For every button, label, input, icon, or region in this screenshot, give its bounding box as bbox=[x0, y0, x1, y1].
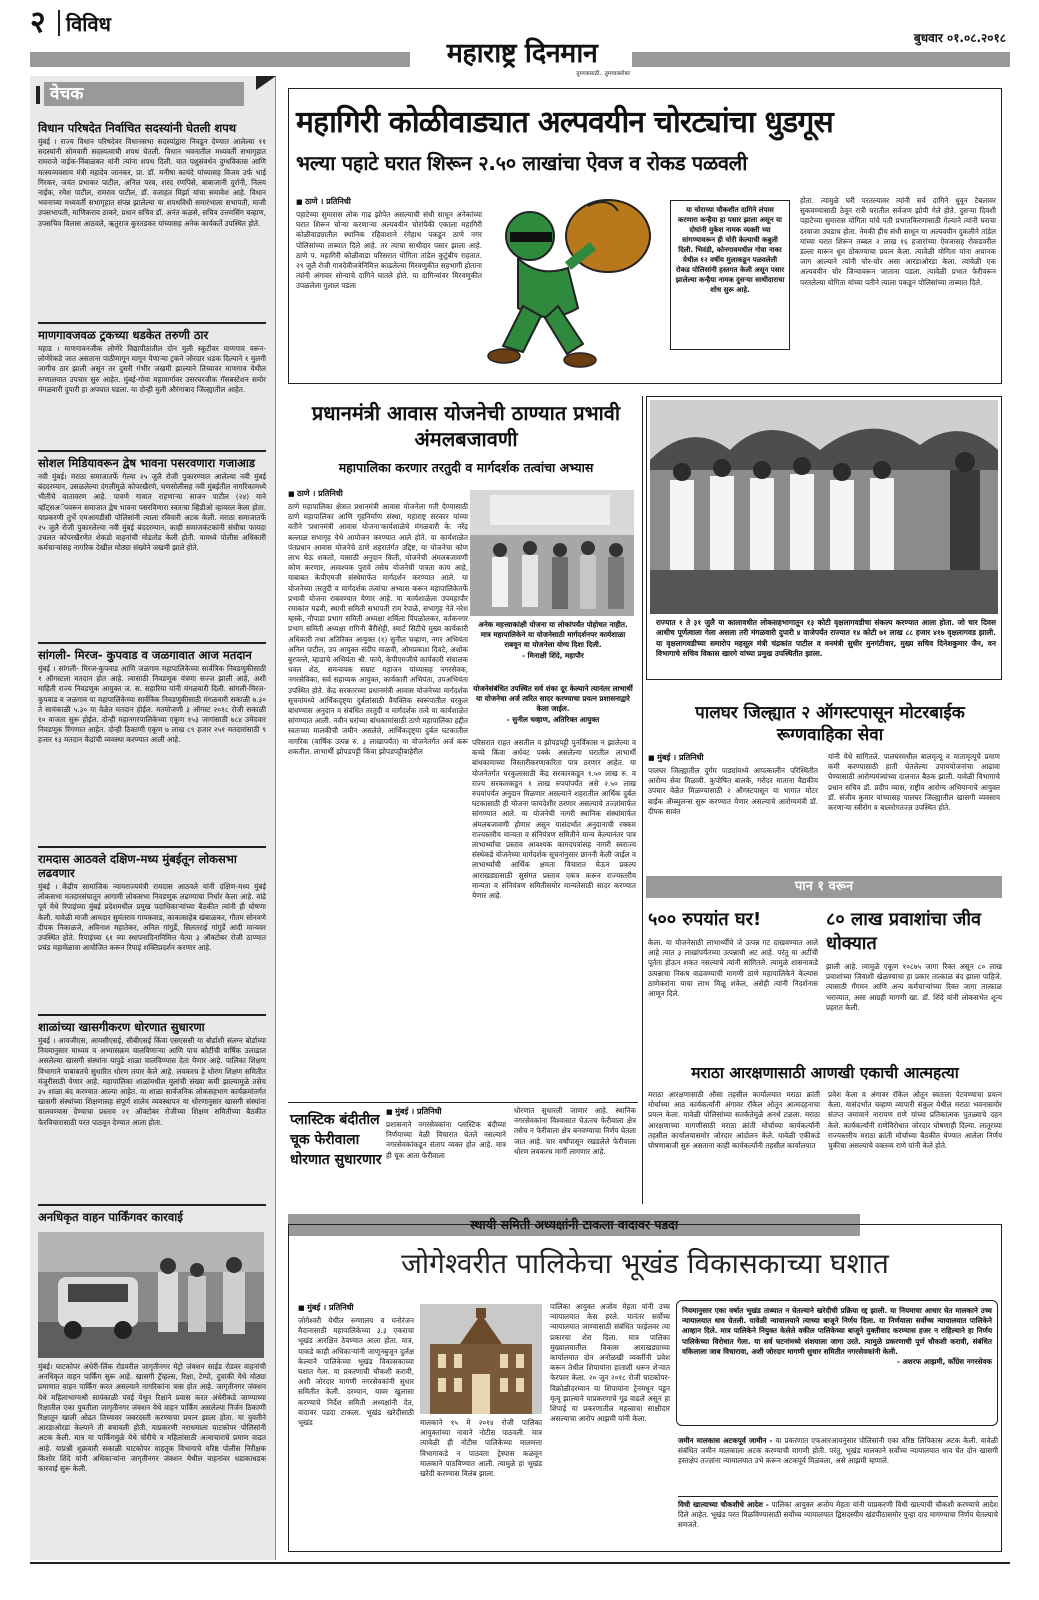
sidebar-header bbox=[30, 76, 276, 108]
sidebar-item-body: मुंबई । राज्य विधान परिषदेवर विधानसभा सदस्यांद्वारा निवडून देण्यात आलेल्या ११ सदस्यांनी सोमवारी सदस्यत्वाची शपथ घेतली. विधान भवनातील मध्यवर्ती सभागृहात रामराजे नाईक-निंबाळकर यांनी त्यांना शपथ दिली. यात पशुसंवर्धन दुग्धविकास आणि मत्स्यव्यवसाय मंत्री महादेव जानकर, प्रा. डॉ. मनीषा कायंदे यांच्यासह विजय उर्फ भाई गिरकर, जयंत प्रभाकर पाटील, अनिल परब, शरद रणपिसे, बाबाजानी दुर्रानी, निलय नाईक, रमेश पाटील, रामराव पाटील, डॉ. वजाहत मिर्झा यांचा समावेश आहे. विधान भवनाच्या मध्यवर्ती सभागृहात संपन्न झालेल्या या शपथविधी समारंभाला सभापती, माजी उपसभापती, माणिकराव ठाकरे, प्रधान सचिव डॉ. अनंत कळसे, सचिव उत्तमसिंग चव्हाण, उपसचिव विलास आठवले, ऋतुराज कुरतडकर यांच्यासह अनेक कार्यकर्ते उपस्थित होते. bbox=[38, 137, 266, 228]
sidebar-item-title: अनधिकृत वाहन पार्किंगवर कारवाई bbox=[38, 1210, 183, 1224]
parking-photo bbox=[38, 1232, 264, 1358]
lead-byline: ■ ठाणे । प्रतिनिधी bbox=[296, 196, 482, 207]
thief-illustration bbox=[488, 196, 668, 376]
sidebar-item-body: मुंबई । आयजीएस, आयसीएसई, सीबीएसई किंवा एसएससी या बोर्डाशी संलग्न बोर्डाच्या नियमानुसार माध्यम व अभ्यासक्रम चालविणाऱ्या आणि पाच कोटींची वार्षिक उलाढाल असलेल्या खासगी संस्थांना यापुढे शाळा चालविण्यास देता येणार आहे. पालिका शिक्षण विभागाने याबाबतचे सुधारित धोरण तयार केले आहे. लवकरच हे धोरण शिक्षण समितीत मंजुरीसाठी येणार आहे. महापालिका शाळांमधील मुलांची संख्या कमी झाल्यामुळे तसेच ३५ शाळा बंद करण्यात आल्या आहेत. या शाळा सार्वजनिक लोकसहभाग कार्यक्रमांतर्गत खासगी संस्थांच्या शिक्षणासह संपूर्ण शालेय व्यवस्थापन या धोरणानुसार खासगी संस्थांना चालवण्यास देण्याचा प्रस्ताव २१ ऑक्टोबर रोजीच्या शिक्षण समितीच्या बैठकीत फेरविचारासाठी परत पाठवून देण्यात आला होता. bbox=[38, 1036, 266, 1127]
pmay-body-2: परिसरात राहत असतील व झोपडपट्टी पुनर्विकास न झालेल्या व कच्चे किंवा अर्धवट पक्के असलेल्या घरातील लाभार्थी बांधकामाच्या विस्तारीकरणाकरिता पात्र ठरणार आहेत. या योजनेतर्गत घरकुलासाठी केंद्र सरकारकडून १.५० लाख रु. व राज्य सरकारकडून १ लाख रुपयांपर्यंत असे २.५० लाख रुपयांपर्यंत अनुदान मिळणार असल्याने शहरातील आर्थिक दुर्बल घटकासाठी ही योजना फायदेशीर ठरणार असल्याचे तज्ज्ञांमार्फत सांगण्यात आले. या योजनेची नागरी स्थानिक संस्थांमार्फत अंमलबजावणी होणार असून यासंदर्भात अनुदानाची रक्कम राज्यस्तरीय मान्यता व संनियंत्रण समितीने मान्य केल्यानंतर पात्र लाभार्थ्यांचा प्रस्ताव आवश्यक कागदपत्रांसह नागरी स्वराज्य संस्थेकडे योजनेच्या मार्गदर्शक सूचनांनुसार छाननी केली जाईल व लाभार्थ्यांची आर्थिक क्षमता विचारात घेऊन प्रकल्प आराखड्यासाठी सुसंगत प्रस्ताव एकत्र करून राज्यस्तरीय मान्यता व संनियंत्रण समितीसमोर मान्यतेसाठी सादर करण्यात येणार आहे. bbox=[472, 738, 636, 901]
maratha-body-2: प्रवेश केला व अंगावर रॉकेल ओतून स्वतःला पेटवण्याचा प्रयत्न केला. यासंदर्भात चव्हाण व्यापारी संकुल येथील मराठा भवनासमोर संतप्त जमावाने नारायण राणे यांच्या प्रतिकात्मक पुतळ्याचे दहन केले. कार्यकर्त्यांनी राणेविरोधात जोरदार घोषणाही दिल्या. लातूरच्या राज्यस्तरीय मराठा क्रांती मोर्चाच्या बैठकीत घेण्यात आलेला निर्णय चुकीचा असल्याचे वक्तव्य राणे यांनी केले होते. bbox=[828, 1090, 1002, 1151]
pmay-headline: प्रधानमंत्री आवास योजनेची ठाण्यात प्रभावी अंमलबजावणी bbox=[311, 401, 621, 451]
jogeshwari-note-1-text bbox=[678, 1436, 998, 1467]
sidebar-item bbox=[38, 1020, 266, 1202]
jogeshwari-body-2: मालकाने १५ मे २०१४ रोजी पालिका आयुक्तांच्या नावाने नोटीस पाठवली. मात्र त्यावेळी ही नोटीस पालिकेच्या मालमत्ता विभागाकडे न पाठवता ट्रेस्पास कळवून मालकाने पाठविण्यात आली. त्यामुळे हा भूखंड खरेदी करण्यास विलंब झाला. bbox=[420, 1418, 542, 1479]
sidebar-item-body: मुंबई । सांगली- मिरज-कुपवाड आणि जळगाव महापालिकेच्या सार्वत्रिक निवडणुकीसाठी १ ऑगस्टला मतदान होत आहे. त्यासाठी निवडणूक यंत्रणा सज्ज झाली आहे, अशी माहिती राज्य निवडणूक आयुक्त ज. स. सहारिया यांनी मंगळवारी दिली. सांगली-मिरज- कुपवाड व जळगाव या महापालिकेच्या सार्वत्रिक निवडणुकीसाठी मंगळवारी सकाळी ७.३० ते सायंकाळी ५.३० या वेळेत मतदान होईल. मतमोजणी ३ ऑगस्ट २०१८ रोजी सकाळी १० वाजता सुरू होईल. दोन्ही महानगरपालिकेच्या एकूण १५३ जागांसाठी ७८४ उमेदवार निवडणूक रिंगणात आहेत. दोन्ही ठिकाणी एकूण ७ लाख ८९ हजार २५१ मतदारांसाठी ९ हजार १३ मतदान केंद्रांची व्यवस्था करण्यात आली आहे. bbox=[38, 664, 266, 745]
jogeshwari-byline: ■ मुंबई । प्रतिनिधी bbox=[298, 1302, 414, 1313]
header-band-left bbox=[30, 52, 410, 67]
palghar-col-1 bbox=[648, 752, 818, 872]
sidebar-label: वेचक bbox=[44, 82, 244, 106]
lead-subhead: भल्या पहाटे घरात शिरून २.५० लाखांचा ऐवज व रोकड पळवली bbox=[296, 151, 748, 175]
plastic-byline: ■ मुंबई । प्रतिनिधी bbox=[386, 1106, 506, 1117]
issue-date: बुधवार ०१.०८.२०१८ bbox=[913, 31, 1006, 45]
jump-body-1: केला. या योजनेसाठी लाभार्थ्यीचे जे उत्पन्न गट दाखवण्यात आले आहे त्यात ३ लाखांपर्यंतच्या उत्पन्नाची अट आहे. परंतु या अटींची पूर्तता होऊन शकत नसल्याचे त्यांनी सांगितले. त्यामुळे शासनाकडे उत्पन्नाचा निकष वाढवण्याची मागणी ठाणे महापालिकेने केल्यास ठाणेकरांना याचा लाभ मिळू शकेल, असेही त्यांनी निदर्शनास आणून दिले. bbox=[648, 938, 818, 999]
jump-headline-2: ८० लाख प्रवाशांचा जीव धोक्यात bbox=[826, 909, 982, 954]
jogeshwari-note-1-title: जमीन मालकास अटकपूर्व जामीन - bbox=[678, 1436, 773, 1445]
palghar-byline: ■ मुंबई । प्रतिनिधी bbox=[648, 752, 818, 763]
lead-body-3: होता. त्यामुळे घरी परतल्यावर त्यांनी सर्व दागिने धुवून टेबलावर सुकवण्यासाठी ठेवून रात्री घरातील सर्वजण झोपी गेले होते. दुसऱ्या दिवशी पहाटेच्या सुमारास योगिता यांचे पती प्रभातकिरणासाठी गेल्याने त्यांनी घराचा दरवाजा उघडाच होता. नेमकी हीच संधी साधून या अल्पवयीन दुकलीने तांडेल यांच्या घरात शिरून तब्बल २ लाख १६ हजारांच्या ऐवजासह रोकडवरील डल्ला मारून धूम ठोकण्याचा प्रयत्न केला. त्यावेळी योगिता यांना अचानक जाग आल्याने त्यांनी चोर-चोर असा आरडाओरडा केला. त्यावेळी एक अल्पवयीन चोर जिन्यावरून जाताना पडला. त्यावेळी प्रभात फेरीवरून परतलेल्या योगिता यांच्या पतीने त्याला पकडून पोलिसांच्या ताब्यात दिले. bbox=[800, 196, 996, 287]
bmc-building-photo bbox=[420, 1304, 542, 1414]
pmay-quote-2-text: योजनेसंबंधित उपस्थित सर्व शंका दूर केल्याने त्यानंतर लाभार्थी या योजनेचा अर्ज त्वरित सादर करण्याचा प्रयत्न प्रशासनाद्वारे केला जाईल. bbox=[473, 684, 633, 714]
sidebar-item-body: मुंबई। घाटकोपर अंधेरी-लिंक रोडवरील जागृतीनगर मेट्रो जंक्शन साईड रोडवर वाहनांची अनधिकृत वाहन पार्किंग सुरू आहे. खासगी ट्रॅव्हल्स, रिक्षा, टेम्पो, दुचाकी येथे मोठ्या प्रमाणात वाहन पार्किंग करत असल्याने नागरिकांना त्रास होत आहे. जागृतीनगर जंक्शन येथे महिलाभाग्यश्री सायंकाळी पवई येथून रिक्षाने प्रवास करत अंधेरीकडे जाण्याच्या रिक्षातील एका युवतीला जागृतीनगर जंक्शन येथे वाहन पार्किंग असलेल्या निर्जन ठिकाणी रिक्षातून खाली ओढत तिच्यावर जबरदस्ती करण्याचा प्रयत्न झाला होता. या युवतीने आरडाओरडा केल्याने ती बचावली होती. याप्रकरणी नराधमाला घाटकोपर पोलिसांनी अटक केली. मात्र या पार्किंगमुळे येथे चोरीचे व महिलांसाठी अत्याचाराचे प्रमाण वाढत आहे. याप्रश्नी शुक्रवारी सकाळी घाटकोपर वाहतूक विभागाचे वरिष्ठ पोलीस निरीक्षक किशोर शिंदे यांनी अधिकाऱ्यांना जागृतीनगर जंक्शन येथील वाहनांवर धडाकाधडक कारवाई सुरू केली. bbox=[38, 1362, 266, 1474]
sidebar-item bbox=[38, 121, 266, 317]
sidebar-item-body: नवी मुंबई। मराठा समाजातर्फे गेल्या २५ जुलै रोजी पुकारण्यात आलेल्या नवी मुंबई बंददरम्यान, उसळलेल्या दंगलीमुळे कोपरखैरणे, घणसोलीसह नवी मुंबईतील नागरिकामध्ये भीतीचे वातावरण आहे. पावणे गावात राहणाऱ्या साजन पाटील (२४) याने व्हॉट्सअॅपवरून समाजात द्वेष भावना पसरविणारा स्वतःचा व्हिडीओ व्हायरल केला होता. याप्रकरणी तुर्भे एमआयडीसी पोलिसांनी त्याला रविवारी अटक केली. मराठा समाजातर्फे २५ जुलै रोजी पुकारलेल्या नवी मुंबई बंददरम्यान, काही समाजकंटकांनी संधीचा फायदा उचलत कोपरखैरणेत शेकडो वाहनांची मोडतोड केली होती. यामध्ये पोलीस अधिकारी कर्मचाऱ्यांसह नागरिक देखील मोठ्या संख्येने जखमी झाले होते. bbox=[38, 472, 266, 553]
jogeshwari-note-2-body: पालिका आयुक्त अजोय मेहता यांनी याप्रकरणी विधी खात्याची चौकशी करण्याचे आदेश दिले आहेत. भूखंड परत मिळविण्यासाठी सर्वोच्च न्यायालयात द्विसदस्यीय खंडपीठासमोर पुन्हा दाद मागण्याचा निर्णय घेतल्याचे समजते. bbox=[678, 1500, 998, 1530]
palghar-body-2: यांनी येथे सांगितले. पालघरमधील बालमृत्यू व मातामृत्यूचे प्रमाण कमी करण्यासाठी हाती घेतलेल्या उपाययोजनांचा आढावा घेण्यासाठी आरोग्यमंत्र्यांच्या दालनात बैठक झाली. यावेळी विभागाचे प्रधान सचिव डॉ. प्रदीप व्यास, राष्ट्रीय आरोग्य अभियानाचे आयुक्त डॉ. संजीव कुमार यांच्यासह पालघर जिल्ह्यातील खासगी व्यवसाय करणाऱ्या स्त्रीरोग व बालरोगतज्ज्ञ उपस्थित होते. bbox=[828, 752, 1000, 813]
bmc-building-illustration bbox=[420, 1304, 542, 1414]
tree-plantation-photo bbox=[650, 400, 998, 614]
jump-body-2: झाली आहे. त्यामुळे एकूण १०८७५ जागा रिक्त असून ८० लाख प्रवाशांच्या जिवाशी खेळण्याचा हा प्रकार तात्काळ बंद झाला पाहिजे. त्यासाठी गँगमन आणि अन्य कर्मचाऱ्यांच्या रिक्त जागा तात्काळ भराव्यात, असा आग्रही मागणी खा. डॉ. शिंदे यांनी लोकसभेत शून्य प्रहरात केली. bbox=[826, 962, 1002, 1012]
plastic-body-1: प्रशासनाने नगरसेवकांना प्लास्टिक बंदीच्या निर्णयाच्या वेळी विचारात घेतले नसल्याने नगरसेवकांकडून संताप व्यक्त होत आहे. मात्र ही चूक आता फेरीवाला bbox=[386, 1120, 506, 1160]
sidebar-item bbox=[38, 1210, 266, 1230]
pmay-quote-2 bbox=[472, 684, 634, 734]
jogeshwari-headline: जोगेश्वरीत पालिकेचा भूखंड विकासकाच्या घशात bbox=[401, 1247, 889, 1280]
maratha-headline: मराठा आरक्षणासाठी आणखी एकाची आत्महत्या bbox=[691, 1064, 959, 1082]
sidebar-item-title: रामदास आठवले दक्षिण-मध्य मुंबईतून लोकसभा लढवणार bbox=[38, 852, 237, 880]
jogeshwari-quote-box bbox=[676, 1300, 998, 1426]
lead-body-1: पहाटेच्या सुमारास लोक गाढ झोपेत असल्याची संधी साधून अनेकांच्या घरात शिरून चोऱ्या करणाऱ्या अल्पवयीन चोरांपैकी एकाला महागिरी कोळीवाड्यातील स्थानिक रहिवाशाने रंगेहाथ पकडून ठाणे नगर पोलिसांच्या ताब्यात दिले आहे. तर त्याचा साथीदार पसार झाला आहे. ठाणे प. महागिरी कोळीवाडा परिसरात योगिता तांडेल कुटुंबीय राहतात. २९ जुलै रोजी गावदेवीजत्रेनिमित्त काढलेल्या मिरवणुकीत सहभागी होताना त्यांनी अंगावर सोन्याचे दागिने घातले होते. या दागिन्यांवर मिरवणुकीत उपळलेला गुलाल पडला bbox=[296, 210, 482, 291]
lead-col-1 bbox=[296, 196, 482, 380]
jump-col-2 bbox=[826, 908, 1002, 1056]
jogeshwari-col-1 bbox=[298, 1302, 414, 1546]
header-band-right bbox=[632, 52, 1010, 67]
pmay-photo-illustration bbox=[470, 490, 634, 616]
sidebar-item-body: महाड । माणगावनजीक लोणेरे विद्यापीठातील दोन मुली स्कूटीवर माणगाव वरून-लोणेरेकडे जात असताना पाठीमागून मागून येणाऱ्या ट्रकने जोरदार धडक दिल्याने १ मुलगी जागीच ठार झाली असून तर दुसरी गंभीर जखमी झाल्याने तिच्यावर माणगाव येथील रुग्णालयात उपचार सुरु आहेत. मुंबई-गोवा महामार्गावर उसरघरजीक गॅसबस्टेशन समोर मंगळवारी दुपारी हा अपघात घडला. या दोन्ही मुली औरंगाबाद जिल्ह्यातील आहेत. bbox=[38, 344, 266, 394]
pmay-quote-1 bbox=[472, 620, 634, 680]
sidebar-item bbox=[38, 328, 266, 448]
maratha-body-1: मराठा आरक्षणासाठी औसा तहसील कार्यालयात मराठा क्रांती मोर्चाच्या आठ कार्यकर्त्यांनी अंगावर रॉकेल ओतून आत्मदहनाचा प्रयत्न केला. यावेळी पोलिसांच्या सतर्कतेमुळे अनर्थ टळला. मराठा आरक्षणाच्या मागणीसाठी मराठा क्रांती मोर्चाच्या कार्यकर्त्यांनी तहसील कार्यालयासमोर जोरदार आंदोलन केले. यावेळी एकीकडे घोषणाबाजी सुरु असताना काही कार्यकर्त्यांनी तहसील कार्यालयात bbox=[648, 1090, 820, 1151]
plastic-col-1 bbox=[386, 1106, 506, 1202]
jogeshwari-quote: नियमानुसार एका वर्षात भूखंड ताब्यात न घेतल्याने खरेदीची प्रक्रिया रद्द झाली. या नियमाचा आधार घेत मालकाने उच्च न्यायालयात धाव घेतली. यावेळी न्यायालयाने त्याच्या बाजूने निर्णय दिला. या निर्णयाला सर्वोच्च न्यायालयात पालिकेने आव्हान दिले. मात्र पालिकेने नियुक्त केलेले वकील पालिकेच्या बाजूने युक्तीवाद करण्यास हजर न राहिल्याने हा निर्णय पालिकेच्या विरोधात गेला. या सर्व घटनांमध्ये संशयाला जागा उरते. त्यामुळे प्रकरणाची पूर्ण चौकशी करावी, संबंधित वकिलाला जाब विचारावा, अशी जोरदार मागणी सुधार समितीत नगरसेवकांनी केली. bbox=[682, 1306, 992, 1356]
sidebar-item bbox=[38, 852, 266, 1012]
jump-headline-1: ५०० रुपयांत घर! bbox=[648, 909, 762, 930]
jogeshwari-note-1 bbox=[678, 1436, 998, 1494]
sidebar-item-title: सोशल मिडियावरून द्वेष भावना पसरवणारा गजाआड bbox=[38, 456, 256, 470]
palghar-headline: पालघर जिल्ह्यात २ ऑगस्टपासून मोटरबाईक रूग्णवाहिका सेवा bbox=[695, 703, 965, 745]
pmay-quote-1-by: - मिनाक्षी शिंदे, महापौर bbox=[522, 650, 584, 660]
jogeshwari-note-1-body: या प्रकरणात एफआरआयनुसार पोलिसांनी एका वरिष्ठ लिपिकास अटक केली. यावेळी संबंधित जमीन मालकाला अटक करण्याची मागणी होती. परंतु, भूखंड मालकाने सर्वोच्च न्यायालयात धाव घेत दोन खासगी हस्तक्षेप तज्ज्ञांना न्यायालयात उभे करून अटकपूर्व मिळवला, असे आझमी म्हणाले. bbox=[678, 1436, 998, 1466]
pmay-quote-2-by: - सुनील चव्हाण, अतिरिक्त आयुक्त bbox=[506, 714, 600, 724]
tree-photo-illustration bbox=[650, 400, 998, 614]
tree-caption: राज्यात १ ते ३१ जुलै या कालावधीत लोकसहभागातून १३ कोटी वृक्षलागवडीचा संकल्प करण्यात आला होता. जो चार दिवस आधीच पूर्णत्वाला गेला असला तरी मंगळवारी दुपारी ४ वाजेपर्यंत राज्यात १४ कोटी ७१ लाख ८८ हजार ४१७ वृक्षलागवड झाली. या वृक्षलागवडीच्या समारोप महसूल मंत्री चंद्रकांत पाटील व वनमंत्री सुधीर मुनगंटीवार, मुख्य सचिव दिनेशकुमार जैन, वन विभागाचे सचिव विकास खारगे यांच्या प्रमुख उपस्थितीत झाला. bbox=[656, 618, 996, 659]
palghar-body-1: पालघर जिल्ह्यातील दुर्गम पाड्यांमध्ये आपत्कालीन परिस्थितीत आरोग्य सेवा मिळावी. कुपोषित बालके, गरोदर माताना वैद्यकीय उपचार वेळेत मिळण्यासाठी २ ऑगस्टपासून या भागात मोटर बाईक ॲम्ब्युलन्स सुरू करण्यात येणार असल्याचे आरोग्यमंत्री डॉ. दीपक सावंत bbox=[648, 766, 818, 816]
jogeshwari-body-3: पालिका आयुक्त अजोय मेहता यांनी उच्च न्यायालयात केस हरले. यानंतर सर्वोच्च न्यायालयात जाण्यासाठी संबंधित फाईलवर त्या प्रकारचा शेरा दिला. मात्र पालिका मुख्यालयातील विकास आराखड्याच्या कार्यालयात दोन अनोळखी व्यक्तींनी प्रवेश करून तेथील शिपायांना हाताशी धरून शेऱ्यात फेरफार केला. २० जून २०१८ रोजी घाटकोपर-विक्रोळीदरम्यान या शिपायांना ट्रेनमधून पडून मृत्यू झाल्याने याप्रकरणाचे गूढ वाढले असून हा शिपाई या प्रकरणातील महत्त्वाचा साक्षीदार असल्याचा आरोप आझमी यांनी केला. bbox=[550, 1302, 670, 1424]
parking-photo-illustration bbox=[38, 1232, 264, 1358]
sidebar-item-body: मुंबई । केंद्रीय सामाजिक न्यायराज्यमंत्री रामदास आठवले यांनी दक्षिण-मध्य मुंबई लोकसभा मतदारसंघातून आगामी लोकसभा निवडणूक लढण्याचा निर्धार केला आहे. वांद्रे पूर्व येथे रिपाइंच्या मुंबई प्रदेशमधील प्रमुख पदाधिकाऱ्यांच्या बैठकीत त्यांनी ही घोषणा केली. यावेळी माजी आमदार सुमंतराव गायकवाड, काकासाहेब खंबाळकर, गौतम सोनवणे दीपक निकाळजे, अविनाश महातेकर, अनिल गांगुर्डे, सिलतराई गांगुर्डे आदी मान्यवर उपस्थित होते. रिपाइंच्या ६१ व्या स्थापनादिनानिमित्त येत्या ३ ऑक्टोबर रोजी ठाण्यात प्रचंड महामेळावा आयोजित करून रिपाइं शक्तिप्रदर्शन करणार आहे. bbox=[38, 882, 266, 953]
sidebar-item bbox=[38, 456, 266, 636]
sidebar-item bbox=[38, 648, 266, 842]
column-rule bbox=[642, 396, 643, 1204]
pmay-event-photo bbox=[470, 490, 634, 616]
column-rule bbox=[288, 1102, 638, 1103]
pmay-byline: ■ ठाणे । प्रतिनिधी bbox=[288, 488, 468, 499]
jogeshwari-note-2-text bbox=[678, 1500, 998, 1531]
jogeshwari-body-1: जोगेश्वरी येथील रुग्णालय व मनोरंजन मैदानासाठी महापालिकेच्या ३.३ एकराचा भूखंड आरक्षित ठेवण्यात आला होता. मात्र, याकडे काही अधिकाऱ्यांनी जाणूनबुजून दुर्लक्ष केल्याने पालिकेच्या भूखंड विकासकाच्या घशात गेला. या प्रकरणाची चौकशी करावी, अशी जोरदार मागणी नगरसेवकांनी सुधार समितीत केली. दरम्यान, यावर खुलासा करण्याचे निर्देश समिती अध्यक्षांनी देत, वादावर पडदा टाकला. भूखंड खरेदीसाठी भूखंड bbox=[298, 1316, 414, 1428]
plastic-headline: प्लास्टिक बंदीतील चूक फेरीवाला धोरणात सुधारणार bbox=[290, 1112, 382, 1168]
jogeshwari-quote-by: - अशरफ आझमी, काँग्रेस नगरसेवक bbox=[896, 1357, 992, 1367]
pmay-col-1 bbox=[288, 488, 468, 756]
jogeshwari-note-2-title: विधी खात्याच्या चौकशीचे आदेश - bbox=[678, 1500, 769, 1509]
lead-headline: महागिरी कोळीवाड्यात अल्पवयीन चोरट्यांचा धुडगूस bbox=[296, 105, 833, 140]
sidebar-item-title: शाळांच्या खासगीकरण धोरणात सुधारणा bbox=[38, 1020, 205, 1034]
bottom-rule bbox=[30, 1562, 1010, 1564]
sidebar-item-title: सांगली- मिरज- कुपवाड व जळगावात आज मतदान bbox=[38, 648, 252, 662]
jogeshwari-note-2 bbox=[678, 1500, 998, 1546]
jump-bar: पान १ वरून bbox=[646, 876, 1002, 898]
masthead: महाराष्ट्र दिनमान bbox=[446, 38, 598, 69]
lead-info-box-text: या चोराच्या चौकशीत दागिने लंपास करणारा कन्हैया हा पसार झाला असून या दोघांनी मुकेश नामक व्यक्ती च्या सांगण्यावरून ही चोरी केल्याची कबुली दिली. भिवंडी, कोनगावमधील गोवा नाका येथील १२ वर्षीय मुलाकडून पळवलेली रोकड पोलिसांनी हस्तगत केली असून पसार झालेल्या कन्हैया नामक दुसऱ्या साथीदाराचा शोध सुरू आहे. bbox=[675, 206, 785, 294]
section-label: विविध bbox=[66, 12, 111, 36]
pmay-subhead: महापालिका करणार तरतुदी व मार्गदर्शक तत्वांचा अभ्यास bbox=[338, 460, 594, 475]
jump-col-1 bbox=[648, 908, 818, 1056]
pmay-quote-1-text: अनेक महत्त्वाकांक्षी योजना या लोकांपर्यंत पोहोचत नाहीत. मात्र महापालिकेने या योजनेसाठी मार्गदर्शनपर कार्यशाळा राबवून या योजनेला योग्य दिशा दिली. bbox=[478, 620, 628, 650]
sidebar-item-title: विधान परिषदेत निर्वाचित सदस्यांनी घेतली शपथ bbox=[38, 121, 237, 135]
sidebar-item-title: माणगावजवळ ट्रकच्या धडकेत तरुणी ठार bbox=[38, 328, 209, 342]
thief-cartoon bbox=[488, 196, 668, 376]
page-number: २ bbox=[30, 5, 46, 40]
jogeshwari-kicker: स्थायी समिती अध्यक्षांनी टाकला वादावर पडदा bbox=[288, 1214, 860, 1236]
masthead-tagline: तुमच्यासाठी.. तुमच्याबरोबर bbox=[576, 71, 630, 77]
plastic-body-2: धोरणात सुधारली जाणार आहे. स्थानिक नगरसेवकांना विश्वासात घेऊनच फेरीवाला क्षेत्र तसेच न फेरीवाला क्षेत्र बनवण्याचा निर्णय घेतला जात आहे. चार वर्षांपासून रखडलेले फेरीवाला धोरण लवकरच मार्गी लागणार आहे. bbox=[514, 1106, 636, 1156]
pmay-body-1: ठाणे महापालिका क्षेत्रात प्रधानमंत्री आवास योजनेला गती देण्यासाठी ठाणे महापालिका आणि गृहनिर्माण संस्था, महाराष्ट्र सरकार यांच्या वतीने 'प्रधानमंत्री आवास योजना'कार्यशाळेचे मंगळवारी के. नरेंद्र बल्लाळ सभागृह येथे आयोजन करण्यात आले होते. या कार्यशाळेत पंतप्रधान आवास योजनेचे ठाणे शहरातंर्गत उद्दिष्ट, या योजनेचा कोण लाभ घेऊ शकतो, यासाठी अनुदान किती, योजनेची अंमलबजावणी कोण करणार, आवश्यक पुरावे तसेच योजनेची पात्रता काय आहे, याबाबत केपीएमजी संस्थेमार्फत मार्गदर्शन करण्यात आले. या योजनेच्या तरतुदी व मार्गदर्शक तत्वांचा अभ्यास करून महापालिकेतर्फे प्रभावी योजना राबवण्यात येणार आहे. या कार्यशाळेला उपमहापौर रमाकांत मढवी, स्थायी समिती सभापती राम रेपाळे, सभागृह नेते नरेश म्हस्के, नौपाडा प्रभाग समिती अध्यक्षा शर्मिला पिंपळोलकर, वर्तकनगर प्रभाग समिती अध्यक्षा रागिनी बैरीशेट्टी, स्मार्ट सिटीचे मुख्य कार्यकारी अधिकारी तथा अतिरिक्त आयुक्त (१) सुनील चव्हाण, नगर अभियंता अनिल पाटील, उप आयुक्त संदीप माळवी, ओमप्रकाश दिवटे, अशोक बुरपल्ले, म्हाडाचे अभियंता श्री. फाये, केपीएमजीचे कार्यकारी संचालक धवल शेठ, समन्वयक सम्राट महाजन यांच्यासह नगरसेवक, नगरसेविका, सर्व सहाय्यक आयुक्त, कार्यकारी अभियंता, उपअभियंता उपस्थित होते. केंद्र सरकारच्या प्रधानमंत्री आवास योजनेच्या मार्गदर्शक सूचनांमध्ये आर्थिकदृष्ट्या दुर्बलांसाठी वैयक्तिक स्वरूपातील घरकुल बांधण्यास अनुदान व संबंधित तरतुदी व मार्गदर्शक तत्वे या कार्यशाळेत सांगण्यात आली. नवीन घरांच्या बांधकामांसाठी ठाणे महापालिका हद्दीत स्वतःच्या मालकीची जमीन असलेले, आर्थिकदृष्ट्या दुर्बल घटकातील नागरिक (वार्षिक उत्पन्न रु. ३ लाखापर्यंत) या योजनेतर्गत अर्ज करू शकतील. लाभार्थी झोपडपट्टी किंवा झोपडपट्टीबाहेरील bbox=[288, 502, 468, 756]
lead-info-box bbox=[670, 200, 790, 350]
